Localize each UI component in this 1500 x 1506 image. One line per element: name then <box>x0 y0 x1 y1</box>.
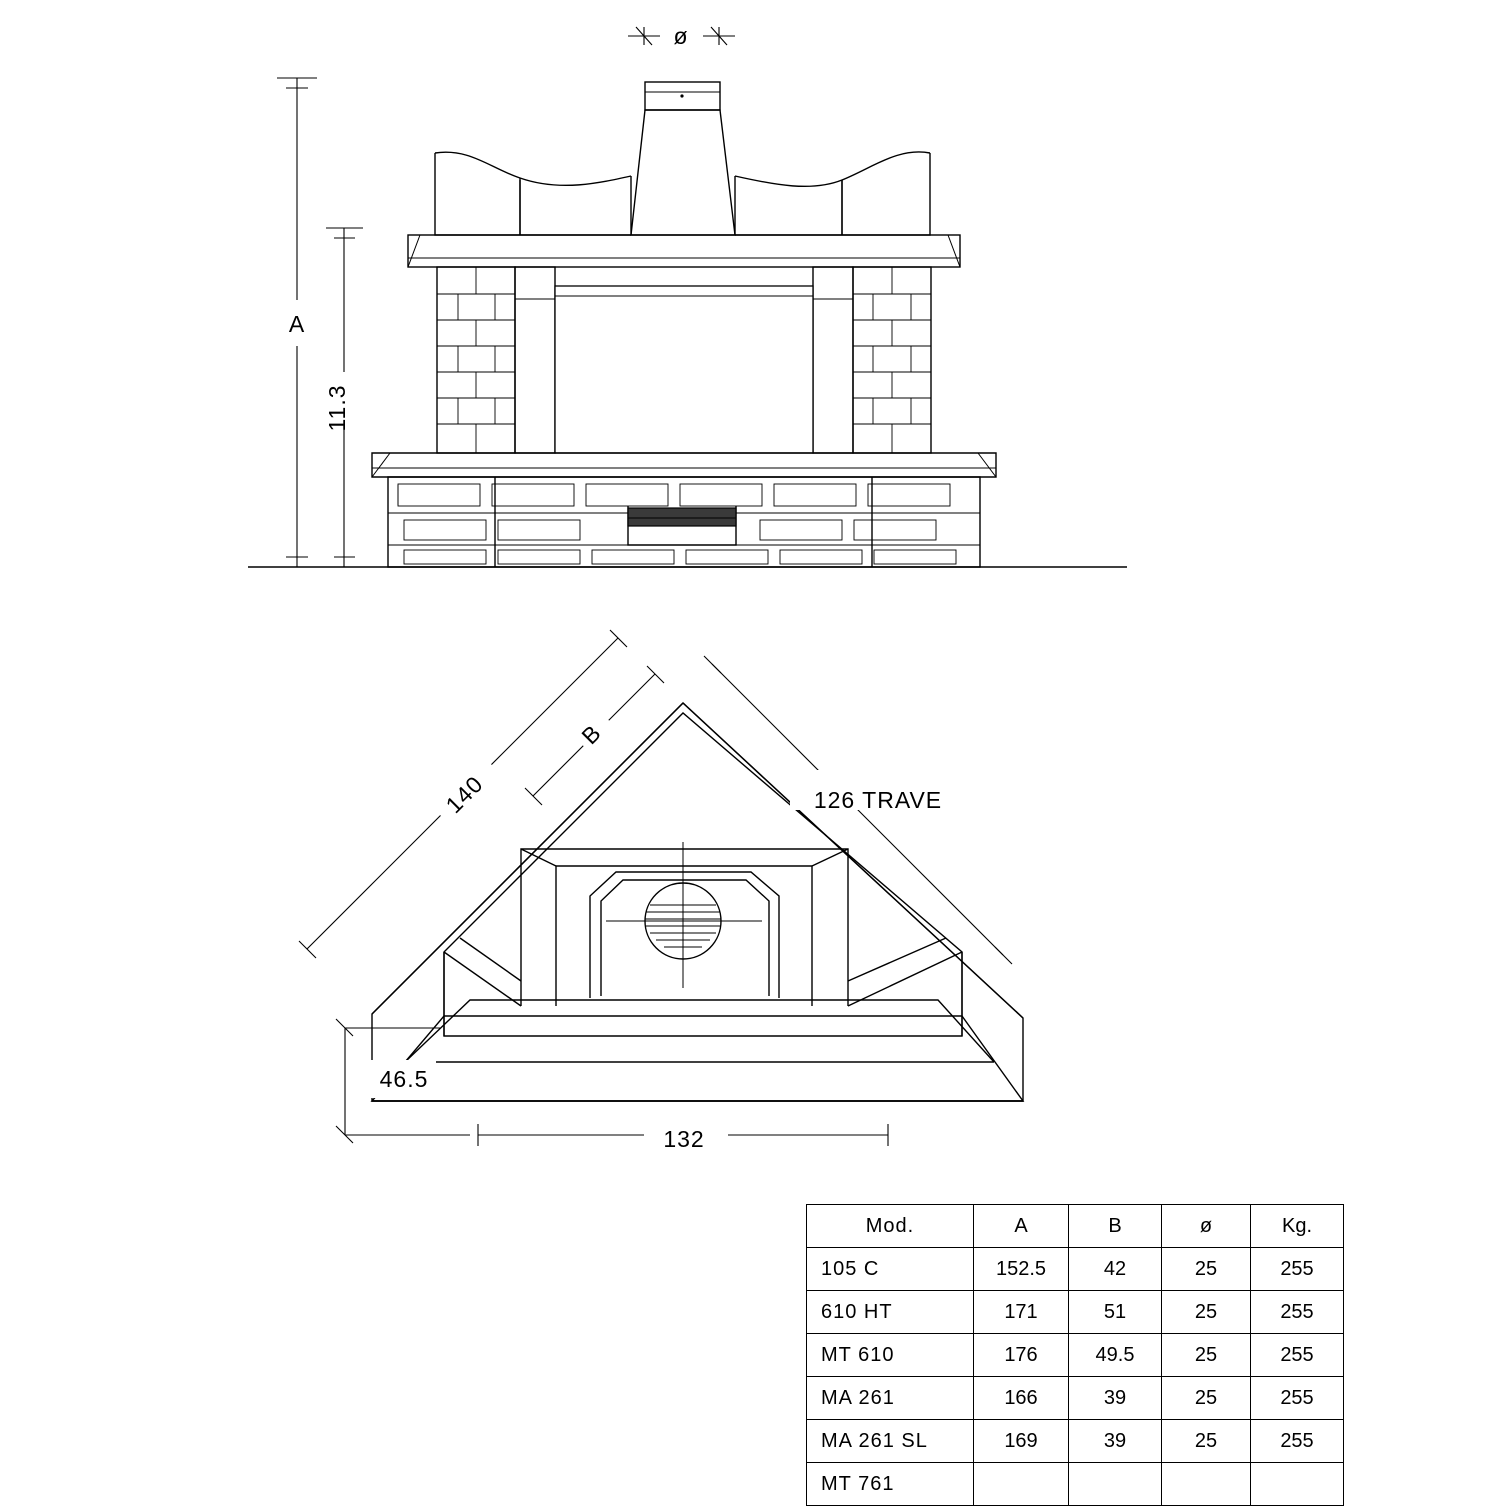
cell-model: 105 C <box>807 1248 974 1291</box>
table-row <box>807 1334 1344 1377</box>
cell-diameter: 25 <box>1162 1334 1251 1377</box>
specification-table <box>806 1204 1344 1506</box>
cell-diameter: 25 <box>1162 1420 1251 1463</box>
table-header-a: A <box>974 1205 1069 1248</box>
mantel-beam <box>408 235 960 267</box>
table-row <box>807 1463 1344 1506</box>
table-header-diameter: ø <box>1162 1205 1251 1248</box>
label-dimension-46-5: 46.5 <box>379 1066 429 1092</box>
cell-model: MT 761 <box>807 1463 974 1506</box>
plan-view <box>289 23 1023 1154</box>
table-row <box>807 1291 1344 1334</box>
table-header-kg: Kg. <box>1251 1205 1344 1248</box>
cell-model: MA 261 <box>807 1377 974 1420</box>
cell-a: 152.5 <box>974 1248 1069 1291</box>
base-plinth <box>388 477 980 567</box>
cell-b: 39 <box>1069 1420 1162 1463</box>
cell-diameter: 25 <box>1162 1291 1251 1334</box>
cell-model: 610 HT <box>807 1291 974 1334</box>
table-header-mod: Mod. <box>807 1205 974 1248</box>
cell-a: 166 <box>974 1377 1069 1420</box>
table-row <box>807 1248 1344 1291</box>
plan-flue-circle <box>606 842 762 988</box>
label-dimension-140: 140 <box>440 770 489 819</box>
firebox-opening <box>555 286 813 453</box>
cell-model: MT 610 <box>807 1334 974 1377</box>
table-header-b: B <box>1069 1205 1162 1248</box>
cell-a: 169 <box>974 1420 1069 1463</box>
left-brick-pier <box>437 267 515 453</box>
cell-kg: 255 <box>1251 1334 1344 1377</box>
table-row <box>807 1377 1344 1420</box>
cell-b: 49.5 <box>1069 1334 1162 1377</box>
cell-kg: 255 <box>1251 1248 1344 1291</box>
cell-diameter: 25 <box>1162 1248 1251 1291</box>
cell-kg: 255 <box>1251 1377 1344 1420</box>
cell-a <box>974 1463 1069 1506</box>
label-dimension-132: 132 <box>663 1126 705 1152</box>
cell-kg: 255 <box>1251 1420 1344 1463</box>
cell-a: 176 <box>974 1334 1069 1377</box>
label-dimension-A: A <box>288 311 306 337</box>
cell-b: 42 <box>1069 1248 1162 1291</box>
cell-a: 171 <box>974 1291 1069 1334</box>
cell-b <box>1069 1463 1162 1506</box>
plan-firebox-liner <box>590 872 779 998</box>
cell-b: 51 <box>1069 1291 1162 1334</box>
right-brick-pier <box>853 267 931 453</box>
cell-b: 39 <box>1069 1377 1162 1420</box>
label-dimension-B: B <box>576 719 607 750</box>
back-wall-silhouette <box>435 152 930 235</box>
label-dimension-126-trave: 126 TRAVE <box>813 787 943 813</box>
table-header-row <box>807 1205 1344 1248</box>
canopy-hood <box>631 110 735 235</box>
hearth-slab <box>372 453 996 477</box>
cell-kg: 255 <box>1251 1291 1344 1334</box>
label-diameter: ø <box>673 23 689 49</box>
flue-collar <box>645 82 720 110</box>
front-elevation-view <box>248 27 1127 567</box>
cell-model: MA 261 SL <box>807 1420 974 1463</box>
table-row <box>807 1420 1344 1463</box>
plan-hearth-steps <box>372 1000 1023 1101</box>
cell-kg <box>1251 1463 1344 1506</box>
cell-diameter <box>1162 1463 1251 1506</box>
label-dimension-11-3: 11.3 <box>324 384 350 432</box>
cell-diameter: 25 <box>1162 1377 1251 1420</box>
